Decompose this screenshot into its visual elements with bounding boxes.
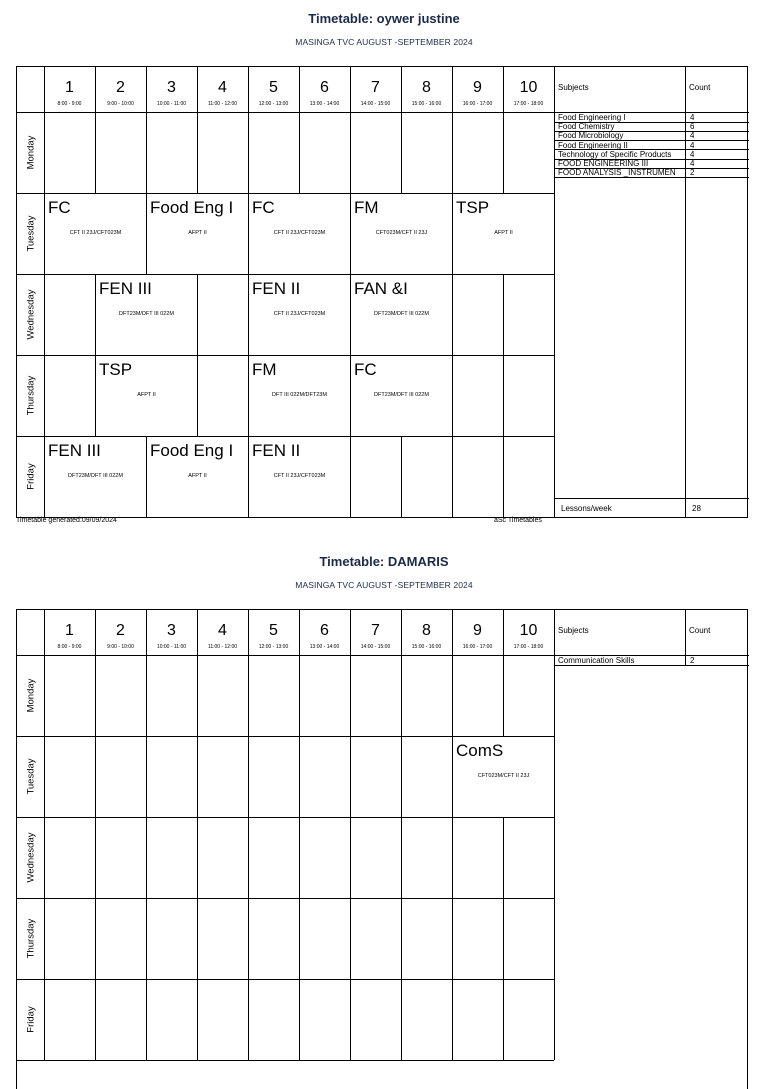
period-number: 8 xyxy=(422,622,431,639)
period-number: 5 xyxy=(269,79,278,96)
day-label-wednesday: Wednesday xyxy=(25,289,36,339)
grid-line xyxy=(17,898,554,899)
lesson-cell[interactable] xyxy=(147,194,248,274)
period-number: 3 xyxy=(167,79,176,96)
lesson-subject-code: FEN III xyxy=(48,441,101,460)
grid-line xyxy=(554,67,555,517)
period-time: 15:00 - 16:00 xyxy=(411,644,442,650)
page-title: Timetable: DAMARIS xyxy=(319,554,449,569)
grid-line xyxy=(452,67,453,517)
footer-generated: Timetable generated:09/09/2024 xyxy=(16,517,117,524)
period-time: 17:00 - 18:00 xyxy=(513,644,544,650)
subject-count: 6 xyxy=(690,122,695,132)
period-time: 13:00 - 14:00 xyxy=(309,101,340,107)
page-title: Timetable: oywer justine xyxy=(308,11,460,26)
subject-name: Food Chemistry xyxy=(558,122,615,132)
period-time: 17:00 - 18:00 xyxy=(513,101,544,107)
grid-line xyxy=(197,610,198,1060)
lesson-class-group: DFT23M/DFT III 022M xyxy=(68,473,123,479)
subject-name: FOOD ANALYSIS _INSTRUMEN xyxy=(558,168,676,178)
day-label-thursday: Thursday xyxy=(25,375,36,415)
lessons-per-week-label: Lessons/week xyxy=(561,504,612,513)
period-time: 9:00 - 10:00 xyxy=(107,644,134,650)
subject-name: Technology of Specific Products xyxy=(558,149,672,159)
period-time: 12:00 - 13:00 xyxy=(258,101,289,107)
period-time: 11:00 - 12:00 xyxy=(207,644,238,650)
lesson-class-group: CFT II 23J/CFT023M xyxy=(69,230,122,236)
period-time: 16:00 - 17:00 xyxy=(462,101,493,107)
period-number: 1 xyxy=(65,79,74,96)
lesson-cell[interactable] xyxy=(351,275,452,355)
grid-line xyxy=(452,610,453,1060)
period-number: 10 xyxy=(519,79,538,96)
lesson-subject-code: FEN III xyxy=(99,279,152,298)
period-time: 13:00 - 14:00 xyxy=(309,644,340,650)
lesson-cell[interactable] xyxy=(45,194,146,274)
day-label-monday: Monday xyxy=(25,135,36,169)
lesson-cell[interactable] xyxy=(351,356,452,436)
lesson-subject-code: FC xyxy=(252,198,275,217)
subject-name: Food Engineering I xyxy=(558,113,626,122)
lesson-class-group: AFPT II xyxy=(137,392,156,398)
subject-name: Food Engineering II xyxy=(558,140,628,150)
period-time: 10:00 - 11:00 xyxy=(156,101,187,107)
count-header: Count xyxy=(689,626,711,635)
period-number: 4 xyxy=(218,79,227,96)
count-header: Count xyxy=(689,83,711,92)
lesson-subject-code: FC xyxy=(48,198,71,217)
footer-software: aSc Timetables xyxy=(494,517,542,524)
subject-count: 4 xyxy=(690,149,695,159)
lesson-cell[interactable] xyxy=(249,275,350,355)
lesson-subject-code: FC xyxy=(354,360,377,379)
page-subtitle: MASINGA TVC AUGUST -SEPTEMBER 2024 xyxy=(295,580,473,590)
subjects-header: Subjects xyxy=(558,626,589,635)
subject-count: 4 xyxy=(690,140,695,150)
timetable-grid xyxy=(16,609,748,1089)
grid-line xyxy=(95,610,96,1060)
lesson-class-group: AFPT II xyxy=(494,230,513,236)
day-label-monday: Monday xyxy=(25,678,36,712)
lesson-subject-code: FM xyxy=(252,360,277,379)
period-time: 12:00 - 13:00 xyxy=(258,644,289,650)
lesson-cell[interactable] xyxy=(249,356,350,436)
grid-line xyxy=(554,665,749,666)
lesson-class-group: CFT II 23J/CFT023M xyxy=(273,311,326,317)
grid-line xyxy=(17,817,554,818)
period-number: 1 xyxy=(65,622,74,639)
grid-line xyxy=(503,610,504,1060)
lesson-cell[interactable] xyxy=(45,437,146,517)
period-number: 2 xyxy=(116,79,125,96)
period-time: 10:00 - 11:00 xyxy=(156,644,187,650)
grid-line xyxy=(17,1060,554,1061)
lesson-subject-code: FM xyxy=(354,198,379,217)
day-label-friday: Friday xyxy=(25,462,36,490)
lesson-subject-code: FEN II xyxy=(252,441,301,460)
lesson-class-group: CFT II 23J/CFT023M xyxy=(273,473,326,479)
lesson-cell[interactable] xyxy=(453,737,554,817)
grid-line xyxy=(554,177,749,178)
day-label-friday: Friday xyxy=(25,1005,36,1033)
period-time: 11:00 - 12:00 xyxy=(207,101,238,107)
lesson-subject-code: FAN &I xyxy=(354,279,408,298)
period-number: 7 xyxy=(371,622,380,639)
subject-count: 2 xyxy=(690,656,695,665)
period-number: 4 xyxy=(218,622,227,639)
day-label-tuesday: Tuesday xyxy=(25,214,36,252)
lesson-subject-code: Food Eng I xyxy=(150,198,234,217)
subject-name: Food Microbiology xyxy=(558,131,624,141)
lesson-class-group: CFT II 23J/CFT023M xyxy=(273,230,326,236)
subject-name: FOOD ENGINEERING III xyxy=(558,159,649,168)
grid-line xyxy=(554,610,555,1060)
lesson-subject-code: ComS xyxy=(456,741,504,760)
lesson-cell[interactable] xyxy=(249,194,350,274)
period-number: 2 xyxy=(116,622,125,639)
grid-line xyxy=(503,67,504,517)
grid-line xyxy=(17,979,554,980)
lesson-class-group: AFPT II xyxy=(188,473,207,479)
period-number: 9 xyxy=(473,622,482,639)
lesson-cell[interactable] xyxy=(249,437,350,517)
lesson-class-group: CFT023M/CFT II 23J xyxy=(375,230,428,236)
lesson-cell[interactable] xyxy=(96,356,197,436)
lesson-subject-code: FEN II xyxy=(252,279,301,298)
subject-count: 4 xyxy=(690,131,695,141)
subject-name: Communication Skills xyxy=(558,656,635,665)
lesson-subject-code: Food Eng I xyxy=(150,441,234,460)
period-time: 8:00 - 9:00 xyxy=(57,644,82,650)
period-time: 15:00 - 16:00 xyxy=(411,101,442,107)
period-number: 6 xyxy=(320,622,329,639)
period-time: 14:00 - 15:00 xyxy=(360,101,391,107)
lesson-cell[interactable] xyxy=(351,194,452,274)
period-number: 3 xyxy=(167,622,176,639)
lesson-class-group: DFT23M/DFT III 022M xyxy=(119,311,174,317)
subject-count: 4 xyxy=(690,159,695,168)
lesson-class-group: DFT23M/DFT III 022M xyxy=(374,311,429,317)
day-label-tuesday: Tuesday xyxy=(25,757,36,795)
period-number: 7 xyxy=(371,79,380,96)
subject-count: 2 xyxy=(690,168,695,178)
lesson-class-group: CFT023M/CFT II 23J xyxy=(477,773,530,779)
period-number: 10 xyxy=(519,622,538,639)
grid-line xyxy=(685,67,686,517)
period-number: 9 xyxy=(473,79,482,96)
grid-line xyxy=(685,610,686,666)
lesson-subject-code: TSP xyxy=(456,198,490,217)
timetable-oywer-justine xyxy=(0,0,768,530)
grid-line xyxy=(350,610,351,1060)
period-number: 6 xyxy=(320,79,329,96)
period-time: 16:00 - 17:00 xyxy=(462,644,493,650)
timetable-damaris xyxy=(0,543,768,1033)
grid-line xyxy=(401,610,402,1060)
day-label-wednesday: Wednesday xyxy=(25,832,36,882)
period-time: 9:00 - 10:00 xyxy=(107,101,134,107)
lesson-cell[interactable] xyxy=(147,437,248,517)
grid-line xyxy=(248,610,249,1060)
lesson-cell[interactable] xyxy=(453,194,554,274)
period-number: 5 xyxy=(269,622,278,639)
page-subtitle: MASINGA TVC AUGUST -SEPTEMBER 2024 xyxy=(295,37,473,47)
grid-line xyxy=(44,610,45,1060)
lesson-cell[interactable] xyxy=(96,275,197,355)
lesson-subject-code: TSP xyxy=(99,360,133,379)
lesson-class-group: DFT III 022M/DFT23M xyxy=(272,392,327,398)
lesson-class-group: DFT23M/DFT III 022M xyxy=(374,392,429,398)
subjects-header: Subjects xyxy=(558,83,589,92)
lessons-per-week-total: 28 xyxy=(692,504,701,513)
lesson-class-group: AFPT II xyxy=(188,230,207,236)
period-time: 8:00 - 9:00 xyxy=(57,101,82,107)
period-time: 14:00 - 15:00 xyxy=(360,644,391,650)
timetable-grid xyxy=(16,66,748,518)
period-number: 8 xyxy=(422,79,431,96)
subject-count: 4 xyxy=(690,113,695,122)
day-label-thursday: Thursday xyxy=(25,918,36,958)
grid-line xyxy=(554,498,749,499)
grid-line xyxy=(146,610,147,1060)
grid-line xyxy=(299,610,300,1060)
